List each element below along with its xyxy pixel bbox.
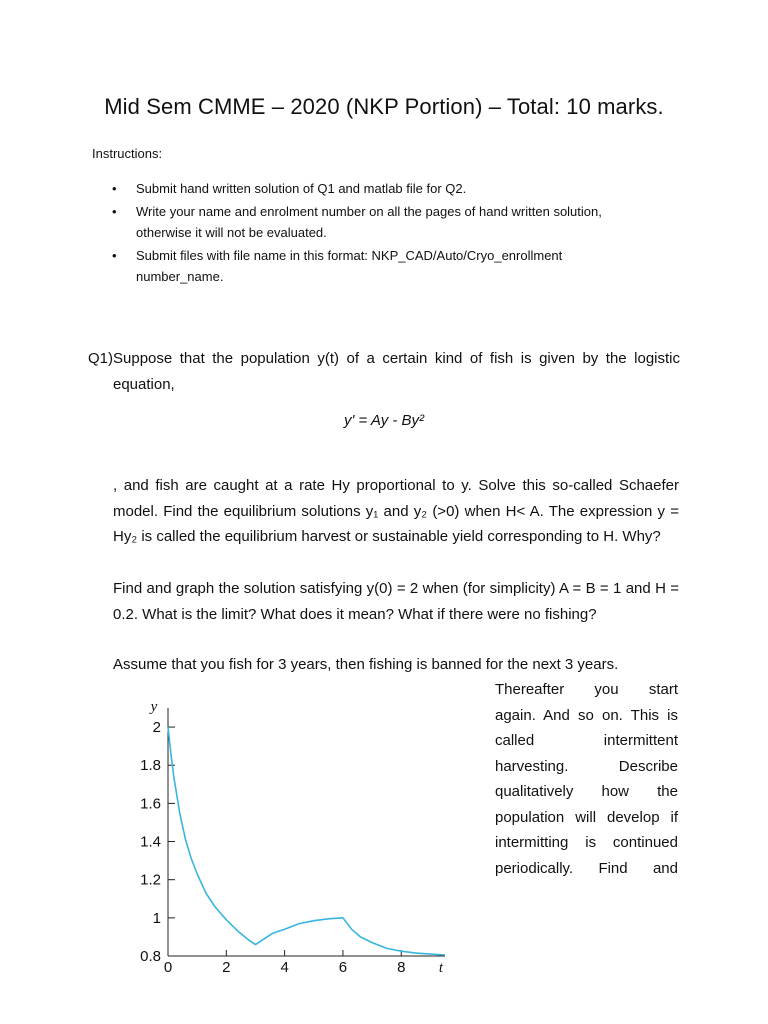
side-line: called intermittent bbox=[495, 732, 678, 749]
x-tick-label: 4 bbox=[280, 959, 289, 976]
y-tick-label: 1.6 bbox=[140, 795, 161, 813]
instruction-text: Write your name and enrolment number on all the pages of hand written solution, otherwise it will not be evaluated. bbox=[136, 204, 602, 240]
y-tick-label: 1.4 bbox=[140, 833, 161, 851]
side-line: harvesting. Describe bbox=[495, 757, 678, 775]
question-1 bbox=[88, 346, 680, 397]
y-tick-label: 2 bbox=[152, 719, 161, 737]
side-line: intermitting is continued bbox=[495, 834, 678, 851]
bullet-icon: • bbox=[112, 181, 117, 196]
side-line: again. And so on. This is bbox=[495, 706, 678, 724]
x-tick-label: 6 bbox=[338, 959, 348, 976]
population-chart bbox=[125, 698, 455, 988]
bullet-icon: • bbox=[112, 248, 117, 263]
side-text bbox=[495, 677, 678, 881]
y-tick-label: 0.8 bbox=[140, 948, 161, 965]
y-tick-label: 1.8 bbox=[140, 757, 161, 775]
y-tick-label: 1.2 bbox=[140, 871, 161, 889]
side-line: Thereafter you start bbox=[495, 681, 678, 698]
instruction-text: Submit files with file name in this format: NKP_CAD/Auto/Cryo_enrollment number_name. bbox=[136, 248, 563, 284]
side-line: periodically. Find and bbox=[495, 859, 678, 877]
instruction-item bbox=[92, 201, 652, 243]
question-paragraph-1: , and fish are caught at a rate Hy proportional to y. Solve this so-called Schaefer model. Find the equilibrium solutions y₁ and y₂ (>0) when H< A. The expression y = Hy₂ is called the equilibrium harvest or sustainable yield corresponding to H. Why? bbox=[113, 477, 679, 546]
side-line: population will develop if bbox=[495, 808, 678, 826]
population-curve bbox=[168, 727, 445, 955]
bullet-icon: • bbox=[112, 204, 117, 219]
instructions-list bbox=[92, 178, 652, 289]
instruction-item bbox=[92, 245, 652, 287]
x-tick-label: 2 bbox=[222, 959, 231, 976]
page-title: Mid Sem CMME – 2020 (NKP Portion) – Total: 10 marks. bbox=[104, 94, 664, 119]
side-line: qualitatively how the bbox=[495, 783, 678, 800]
x-tick-label: 8 bbox=[397, 959, 406, 976]
question-paragraph-3: Assume that you fish for 3 years, then fishing is banned for the next 3 years. bbox=[113, 656, 619, 673]
logistic-equation: y' = Ay - By² bbox=[343, 412, 425, 429]
x-axis-label: t bbox=[438, 960, 444, 976]
instruction-item bbox=[92, 178, 652, 199]
question-number: Q1) bbox=[88, 350, 114, 367]
question-intro: Suppose that the population y(t) of a certain kind of fish is given by the logistic equation, bbox=[113, 350, 680, 393]
instruction-text: Submit hand written solution of Q1 and matlab file for Q2. bbox=[136, 181, 467, 196]
y-tick-label: 1 bbox=[152, 909, 161, 927]
x-tick-label: 0 bbox=[163, 959, 173, 976]
instructions-heading: Instructions: bbox=[92, 146, 163, 161]
question-paragraph-2: Find and graph the solution satisfying y(0) = 2 when (for simplicity) A = B = 1 and H = 0.2. What is the limit? What does it mean? What if there were no fishing? bbox=[113, 580, 679, 623]
y-axis-label: y bbox=[150, 699, 158, 715]
